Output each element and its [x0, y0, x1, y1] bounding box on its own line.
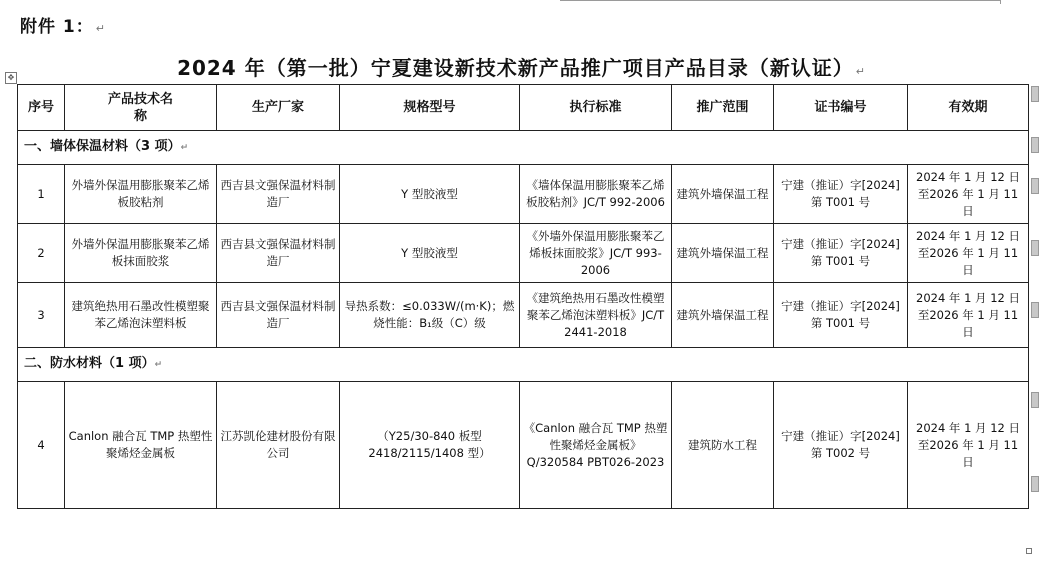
cell-no: 4: [18, 382, 65, 509]
table-row: [18, 224, 1029, 283]
document-title: 2024 年（第一批）宁夏建设新技术新产品推广项目产品目录（新认证） ↵: [177, 56, 866, 80]
product-catalog-table: [17, 84, 1029, 509]
cell-standard: 《墙体保温用膨胀聚苯乙烯板胶粘剂》JC/T 992-2006: [520, 165, 672, 224]
header-maker: 生产厂家: [217, 85, 340, 131]
cell-spec: Y 型胶液型: [340, 165, 520, 224]
section-heading: 二、防水材料（1 项）↵: [18, 348, 1029, 382]
cell-spec: （Y25/30-840 板型2418/2115/1408 型）: [340, 382, 520, 509]
cell-name: Canlon 融合瓦 TMP 热塑性聚烯烃金属板: [65, 382, 217, 509]
cell-cert: 宁建（推证）字[2024]第 T001 号: [774, 283, 908, 348]
cell-scope: 建筑防水工程: [672, 382, 774, 509]
cell-maker: 江苏凯伦建材股份有限公司: [217, 382, 340, 509]
header-no: 序号: [18, 85, 65, 131]
cell-scope: 建筑外墙保温工程: [672, 283, 774, 348]
cell-scope: 建筑外墙保温工程: [672, 224, 774, 283]
cell-maker: 西吉县文强保温材料制造厂: [217, 283, 340, 348]
table-resize-handle[interactable]: [1026, 548, 1032, 554]
cell-no: 2: [18, 224, 65, 283]
cell-standard: 《外墙外保温用膨胀聚苯乙烯板抹面胶浆》JC/T 993-2006: [520, 224, 672, 283]
cell-maker: 西吉县文强保温材料制造厂: [217, 165, 340, 224]
row-end-marker: [1031, 137, 1039, 153]
section-heading-row: [18, 131, 1029, 165]
cell-cert: 宁建（推证）字[2024]第 T001 号: [774, 224, 908, 283]
header-standard: 执行标准: [520, 85, 672, 131]
attachment-label: 附件 1： ↵: [20, 17, 106, 37]
cell-spec: 导热系数：≤0.033W/(m·K)；燃烧性能：B₁级（C）级: [340, 283, 520, 348]
cell-name: 建筑绝热用石墨改性模塑聚苯乙烯泡沫塑料板: [65, 283, 217, 348]
row-end-marker: [1031, 302, 1039, 318]
row-end-marker: [1031, 476, 1039, 492]
cell-standard: 《建筑绝热用石墨改性模塑聚苯乙烯泡沫塑料板》JC/T 2441-2018: [520, 283, 672, 348]
header-cert: 证书编号: [774, 85, 908, 131]
cell-name: 外墙外保温用膨胀聚苯乙烯板胶粘剂: [65, 165, 217, 224]
table-move-handle-icon[interactable]: ✥: [5, 72, 17, 84]
cell-cert: 宁建（推证）字[2024]第 T001 号: [774, 165, 908, 224]
paragraph-mark-icon: ↵: [180, 143, 189, 153]
table-row: [18, 165, 1029, 224]
row-end-marker: [1031, 392, 1039, 408]
section-heading: 一、墙体保温材料（3 项）↵: [18, 131, 1029, 165]
paragraph-mark-icon: ↵: [855, 65, 866, 78]
header-spec: 规格型号: [340, 85, 520, 131]
cell-validity: 2024 年 1 月 12 日至2026 年 1 月 11 日: [908, 224, 1029, 283]
cell-maker: 西吉县文强保温材料制造厂: [217, 224, 340, 283]
row-end-marker: [1031, 240, 1039, 256]
cell-standard: 《Canlon 融合瓦 TMP 热塑性聚烯烃金属板》Q/320584 PBT026-2023: [520, 382, 672, 509]
header-name: 产品技术名称: [65, 85, 217, 131]
header-row: [18, 85, 1029, 131]
table-row: [18, 382, 1029, 509]
page-top-rule: [560, 0, 1000, 1]
header-validity: 有效期: [908, 85, 1029, 131]
row-end-marker: [1031, 178, 1039, 194]
section-heading-row: [18, 348, 1029, 382]
cell-validity: 2024 年 1 月 12 日至2026 年 1 月 11 日: [908, 283, 1029, 348]
row-end-marker: [1031, 86, 1039, 102]
header-scope: 推广范围: [672, 85, 774, 131]
page-corner-mark: [1000, 0, 1001, 4]
table-row: [18, 283, 1029, 348]
cell-no: 1: [18, 165, 65, 224]
paragraph-mark-icon: ↵: [95, 22, 106, 35]
cell-name: 外墙外保温用膨胀聚苯乙烯板抹面胶浆: [65, 224, 217, 283]
cell-validity: 2024 年 1 月 12 日至2026 年 1 月 11 日: [908, 165, 1029, 224]
cell-spec: Y 型胶液型: [340, 224, 520, 283]
cell-no: 3: [18, 283, 65, 348]
cell-validity: 2024 年 1 月 12 日至2026 年 1 月 11 日: [908, 382, 1029, 509]
paragraph-mark-icon: ↵: [154, 360, 163, 370]
cell-cert: 宁建（推证）字[2024]第 T002 号: [774, 382, 908, 509]
cell-scope: 建筑外墙保温工程: [672, 165, 774, 224]
